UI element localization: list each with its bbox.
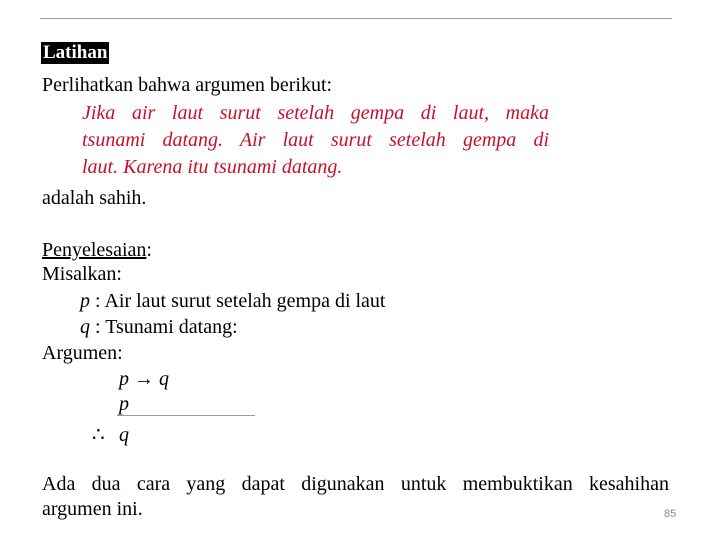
definition-q	[80, 315, 238, 339]
conclusion-q: q	[119, 424, 129, 446]
closing-line-2: argumen ini.	[42, 498, 143, 520]
argumen-label: Argumen:	[42, 342, 123, 364]
variable-p: p	[80, 290, 90, 312]
solution-colon: :	[146, 239, 152, 261]
argument-line-1: Jika air laut surut setelah gempa di laut, maka	[82, 102, 549, 124]
premise-2: p	[119, 393, 129, 415]
definition-p	[80, 289, 386, 313]
solution-heading	[42, 238, 152, 262]
page-number: 85	[664, 508, 677, 520]
definition-p-text: : Air laut surut setelah gempa di laut	[90, 290, 386, 312]
variable-q: q	[80, 316, 90, 338]
solution-label: Penyelesaian	[42, 239, 147, 261]
argument-line-3: laut. Karena itu tsunami datang.	[82, 156, 343, 178]
misalkan-label: Misalkan:	[42, 263, 122, 285]
inference-rule-line	[117, 415, 255, 416]
heading-latihan: Latihan	[43, 42, 108, 63]
top-divider	[40, 18, 672, 19]
therefore-symbol: ∴	[92, 424, 105, 446]
conclusion-text: adalah sahih.	[42, 187, 147, 209]
definition-q-text: : Tsunami datang:	[90, 316, 238, 338]
closing-line-1: Ada dua cara yang dapat digunakan untuk membuktikan kesahihan	[42, 473, 669, 495]
intro-text: Perlihatkan bahwa argumen berikut:	[42, 74, 333, 96]
premise-1: p → q	[119, 368, 169, 390]
argument-line-2: tsunami datang. Air laut surut setelah gempa di	[82, 129, 549, 151]
